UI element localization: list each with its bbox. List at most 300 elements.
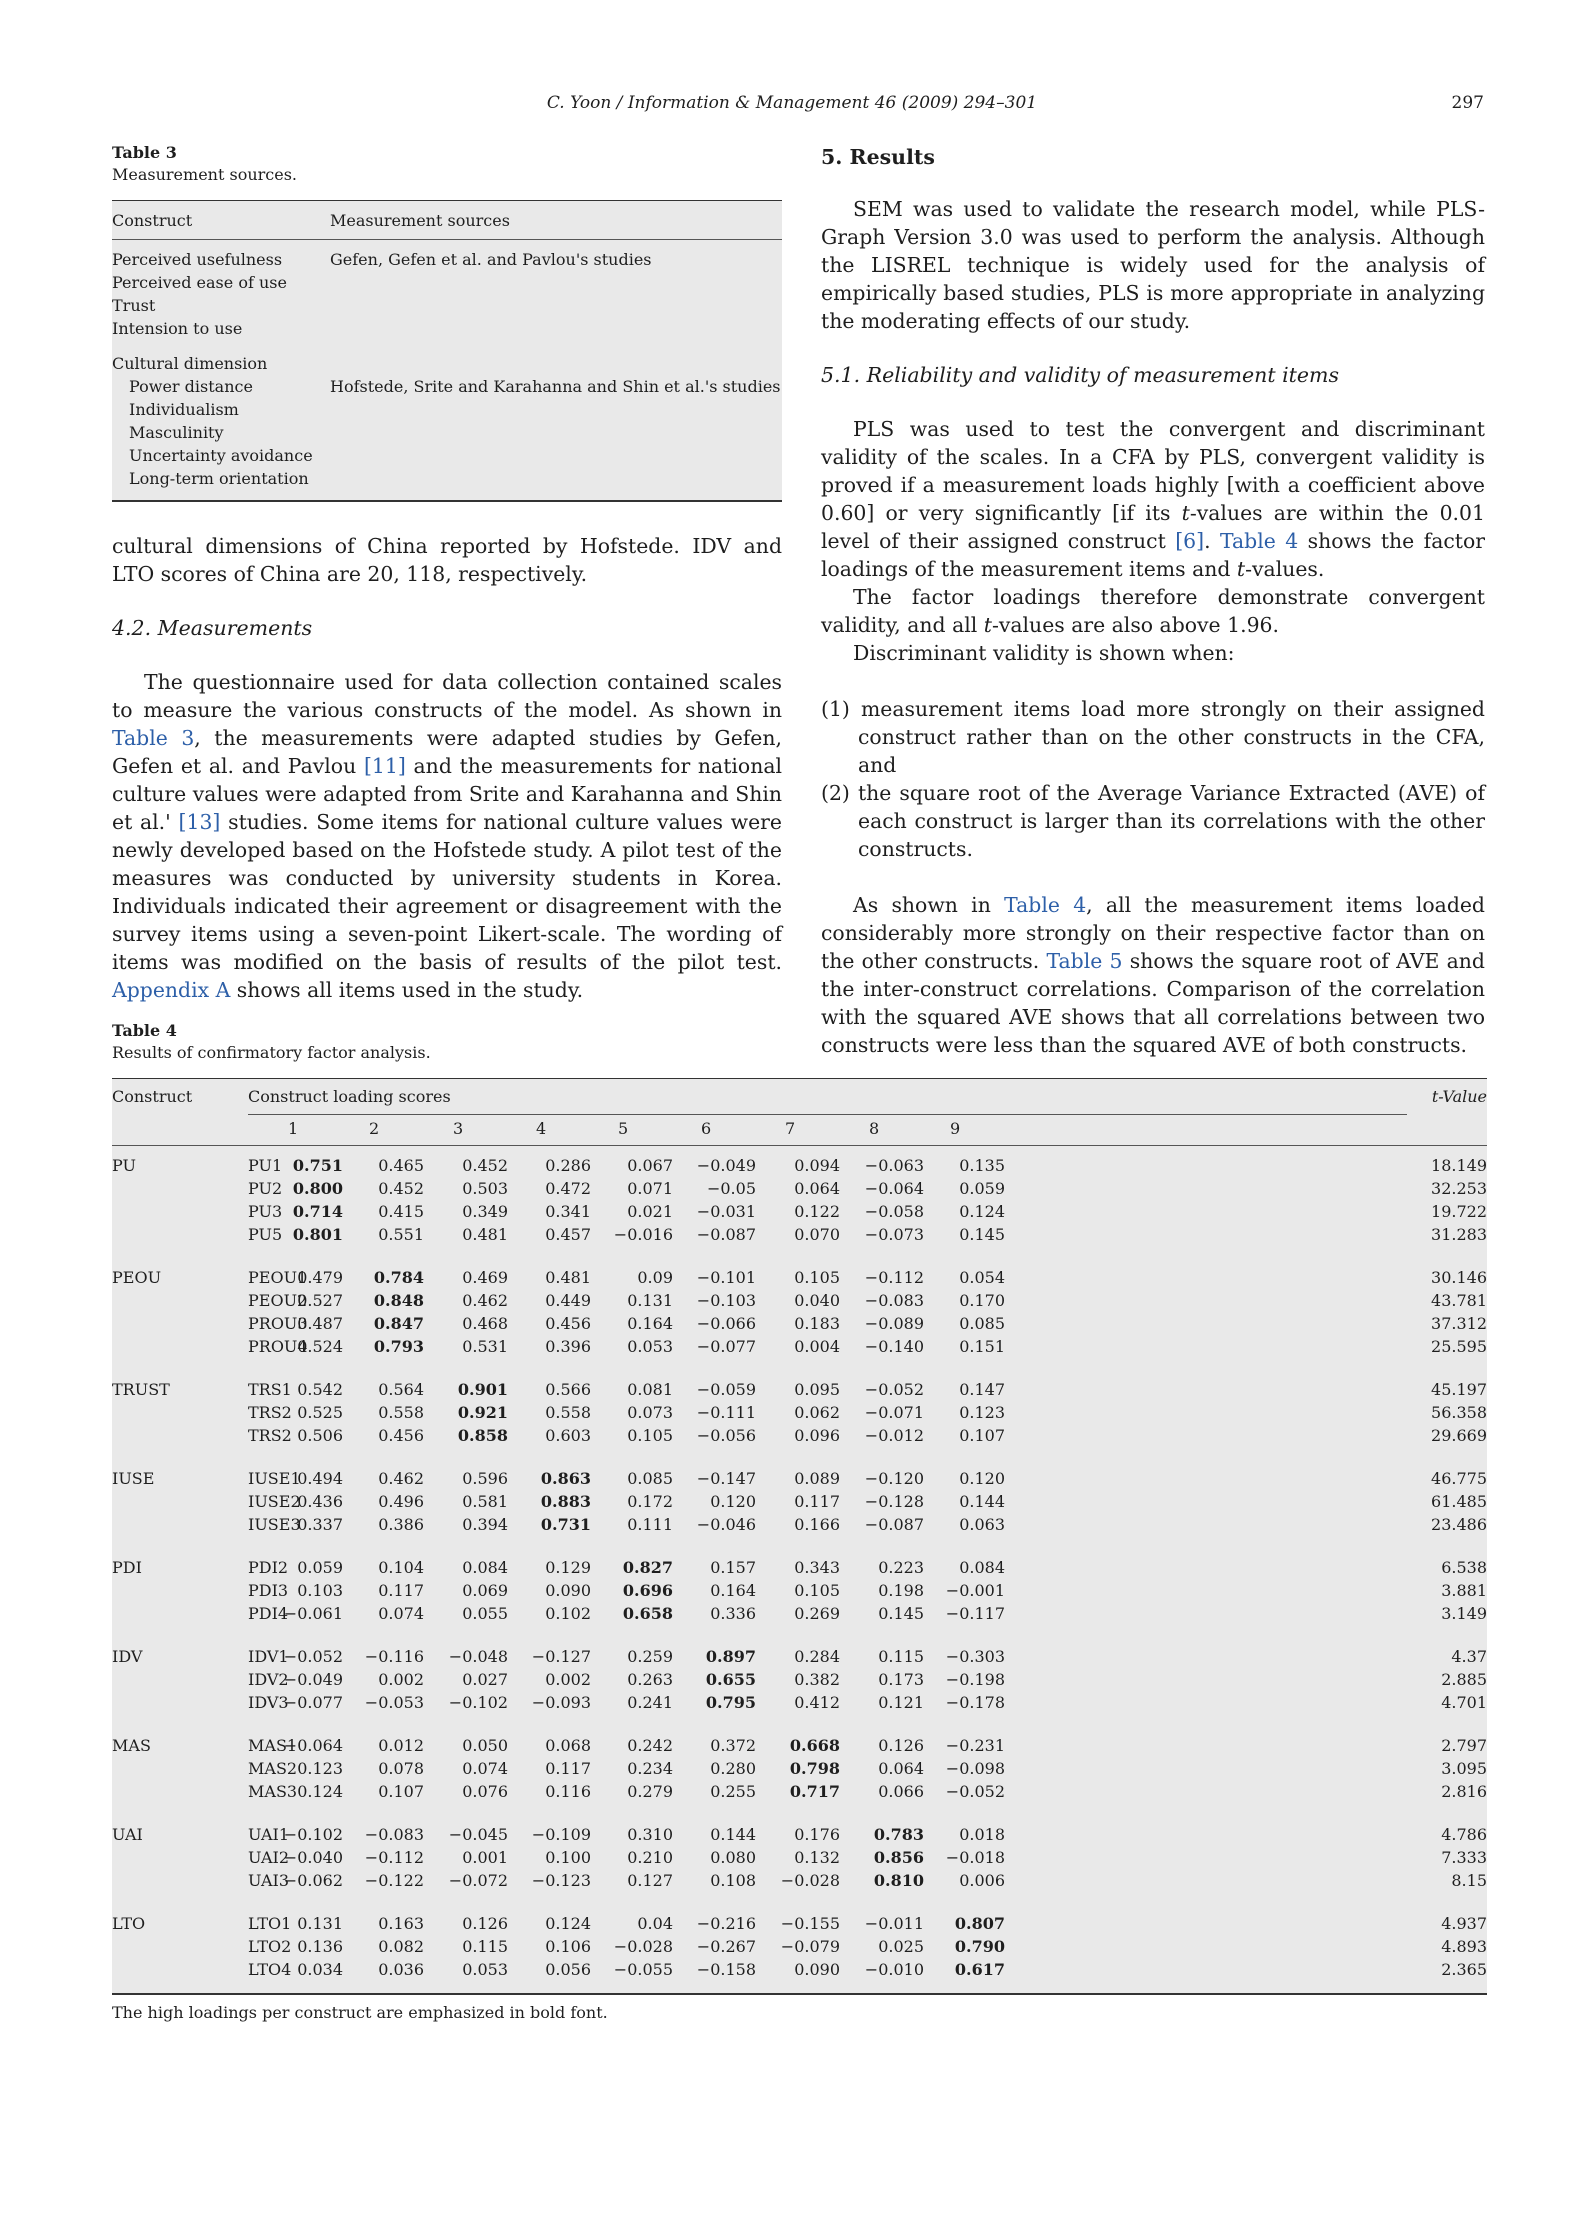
loading-cell: −0.198 [945, 1670, 1005, 1689]
subsection-title: 5.1. Reliability and validity of measurement items [821, 363, 1339, 387]
table-row [112, 1401, 1487, 1424]
loading-cell: 0.163 [378, 1914, 424, 1933]
loading-cell: 0.883 [540, 1492, 591, 1511]
loading-cell: 0.081 [627, 1380, 673, 1399]
loading-cell: 0.798 [789, 1759, 840, 1778]
loading-cell: −0.087 [864, 1515, 924, 1534]
loading-cell: 0.412 [794, 1693, 840, 1712]
loading-cell: 0.001 [462, 1848, 508, 1867]
construct-group [112, 1904, 1487, 1993]
construct-group [112, 1459, 1487, 1548]
loading-cell: 0.173 [878, 1670, 924, 1689]
table-3-source: Hofstede, Srite and Karahanna and Shin et al.'s studies [330, 377, 781, 396]
loading-cell: −0.031 [696, 1202, 756, 1221]
loading-cell: 0.263 [627, 1670, 673, 1689]
table-3-construct: Intension to use [112, 319, 243, 338]
loading-cell: 0.104 [378, 1558, 424, 1577]
loading-cell: 0.617 [954, 1960, 1005, 1979]
header-construct: Construct [112, 1087, 193, 1106]
citation-link[interactable]: [13] [178, 810, 221, 834]
loading-cell: −0.028 [780, 1871, 840, 1890]
loading-cell: 0.117 [545, 1759, 591, 1778]
loading-cell: −0.109 [531, 1825, 591, 1844]
loading-cell: 0.036 [378, 1960, 424, 1979]
loading-cell: 0.382 [794, 1670, 840, 1689]
table-3-group [112, 340, 782, 500]
table-3-construct: Perceived usefulness [112, 250, 283, 269]
loading-cell: 0.658 [622, 1604, 673, 1623]
loading-cell: 0.496 [378, 1492, 424, 1511]
citation-link[interactable]: [11] [363, 754, 406, 778]
item-code: IDV2 [248, 1670, 289, 1689]
table-3-construct: Long-term orientation [129, 469, 309, 488]
loading-cell: 0.107 [378, 1782, 424, 1801]
right-column-text [821, 143, 1485, 1059]
loading-cell: −0.072 [448, 1871, 508, 1890]
table-row [112, 1467, 1487, 1490]
text-run: , all the measurement items loaded considerably more strongly on their respective factor than on the other constructs. [821, 893, 1485, 973]
text-run: t [1181, 501, 1190, 525]
t-value-cell: 30.146 [1431, 1268, 1487, 1287]
loading-cell: 0.004 [794, 1337, 840, 1356]
table-row [112, 1556, 1487, 1579]
item-code: LTO4 [248, 1960, 292, 1979]
loading-cell: 0.259 [627, 1647, 673, 1666]
header-loading-scores: Construct loading scores [248, 1087, 451, 1106]
loading-cell: 0.668 [789, 1736, 840, 1755]
loading-cell: 0.452 [378, 1179, 424, 1198]
construct-group [112, 1146, 1487, 1258]
text-run: and the measurements for national culture values were adapted from Srite and Karahanna and Shin et al.' [112, 754, 783, 834]
running-header [0, 93, 1584, 121]
loading-cell: −0.063 [864, 1156, 924, 1175]
t-value-cell: 18.149 [1431, 1156, 1487, 1175]
loading-cell: 0.436 [297, 1492, 343, 1511]
loading-cell: −0.056 [696, 1426, 756, 1445]
loading-cell: 0.074 [462, 1759, 508, 1778]
loading-cell: 0.566 [545, 1380, 591, 1399]
loading-cell: 0.242 [627, 1736, 673, 1755]
text-run: , the measurements were adapted studies by Gefen, Gefen et al. and Pavlou [112, 726, 782, 778]
running-head: C. Yoon / Information & Management 46 (2009) 294–301 [546, 93, 1038, 113]
loading-cell: 0.105 [627, 1426, 673, 1445]
table-3-label: Table 3 [112, 143, 177, 162]
loading-cell: 0.151 [959, 1337, 1005, 1356]
table-3-construct: Individualism [129, 400, 239, 419]
loading-cell: −0.001 [945, 1581, 1005, 1600]
table-3-constructs [112, 248, 330, 340]
loading-cell: 0.059 [297, 1558, 343, 1577]
item-code: TRS2 [248, 1403, 292, 1422]
item-code: LTO1 [248, 1914, 292, 1933]
item-code: MAS1 [248, 1736, 298, 1755]
loading-cell: 0.558 [545, 1403, 591, 1422]
table-3-group [112, 240, 782, 340]
table-4-link[interactable]: Table 4 [1004, 893, 1087, 917]
table-3-source: Gefen, Gefen et al. and Pavlou's studies [330, 250, 652, 269]
table-3-header-sources: Measurement sources [330, 210, 510, 230]
loading-cell: −0.053 [364, 1693, 424, 1712]
loading-cell: −0.158 [696, 1960, 756, 1979]
table-3-header-row [112, 201, 782, 240]
table-3-construct: Trust [112, 296, 156, 315]
loading-cell: 0.856 [873, 1848, 924, 1867]
t-value-cell: 61.485 [1431, 1492, 1487, 1511]
table-row [112, 1757, 1487, 1780]
loading-cell: 0.127 [627, 1871, 673, 1890]
table-row [112, 1223, 1487, 1246]
loading-cell: −0.040 [283, 1848, 343, 1867]
paragraph [821, 583, 1485, 639]
loading-cell: 0.070 [794, 1225, 840, 1244]
column-number: 2 [369, 1119, 380, 1138]
construct-label: LTO [112, 1914, 146, 1933]
loading-cell: 0.144 [959, 1492, 1005, 1511]
loading-cell: 0.100 [545, 1848, 591, 1867]
loading-cell: 0.349 [462, 1202, 508, 1221]
t-value-cell: 46.775 [1431, 1469, 1487, 1488]
table-row [112, 1912, 1487, 1935]
table-3-link[interactable]: Table 3 [112, 726, 195, 750]
t-value-cell: 2.797 [1441, 1736, 1487, 1755]
construct-label: MAS [112, 1736, 151, 1755]
table-3-constructs [112, 352, 330, 490]
loading-cell: −0.122 [364, 1871, 424, 1890]
loading-cell: 0.183 [794, 1314, 840, 1333]
loading-cell: 0.040 [794, 1291, 840, 1310]
loading-cell: 0.810 [873, 1871, 924, 1890]
loading-cell: 0.025 [878, 1937, 924, 1956]
loading-cell: 0.542 [297, 1380, 343, 1399]
loading-cell: 0.131 [627, 1291, 673, 1310]
loading-cell: −0.127 [531, 1647, 591, 1666]
loading-cell: 0.341 [545, 1202, 591, 1221]
loading-cell: −0.058 [864, 1202, 924, 1221]
loading-cell: 0.147 [959, 1380, 1005, 1399]
loading-cell: 0.063 [959, 1515, 1005, 1534]
loading-cell: 0.067 [627, 1156, 673, 1175]
construct-label: IDV [112, 1647, 143, 1666]
item-code: PDI3 [248, 1581, 289, 1600]
t-value-cell: 25.595 [1431, 1337, 1487, 1356]
table-row [112, 1312, 1487, 1335]
loading-cell: −0.140 [864, 1337, 924, 1356]
table-row [112, 1177, 1487, 1200]
t-value-cell: 29.669 [1431, 1426, 1487, 1445]
loading-cell: −0.103 [696, 1291, 756, 1310]
loading-cell: 0.921 [457, 1403, 508, 1422]
loading-cell: −0.012 [864, 1426, 924, 1445]
loading-cell: −0.066 [696, 1314, 756, 1333]
loading-cell: 0.064 [878, 1759, 924, 1778]
list-item [821, 695, 1485, 779]
paragraph: SEM was used to validate the research model, while PLS-Graph Version 3.0 was used to perform the analysis. Although the LISREL technique is widely used for the analysis of empirically based studies, PLS is more appropriate in analyzing the moderating effects of our study. [821, 197, 1485, 333]
construct-label: IUSE [112, 1469, 155, 1488]
loading-cell: −0.303 [945, 1647, 1005, 1666]
loading-cell: 0.457 [545, 1225, 591, 1244]
loading-cell: 0.793 [373, 1337, 424, 1356]
loading-cell: 0.059 [959, 1179, 1005, 1198]
table-row [112, 1668, 1487, 1691]
loading-cell: 0.897 [705, 1647, 756, 1666]
loading-cell: 0.124 [297, 1782, 343, 1801]
table-4 [112, 1020, 1487, 2022]
text-run: PLS was used to test the convergent and discriminant validity of the scales. In a CFA by PLS, convergent validity is proved if a measurement loads highly [with a coefficient above 0.60] or very significantly [if its [821, 417, 1485, 525]
table-3-construct: Uncertainty avoidance [129, 446, 313, 465]
table-3 [112, 142, 782, 502]
table-row [112, 1869, 1487, 1892]
loading-cell: 0.055 [462, 1604, 508, 1623]
paragraph [821, 415, 1485, 583]
header-t-value: t-Value [1431, 1087, 1487, 1106]
loading-cell: −0.093 [531, 1693, 591, 1712]
t-value-cell: 45.197 [1431, 1380, 1487, 1399]
loading-cell: −0.216 [696, 1914, 756, 1933]
loading-cell: −0.087 [696, 1225, 756, 1244]
loading-cell: −0.055 [613, 1960, 673, 1979]
text-run: shows the square root of AVE and the inter-construct correlations. Comparison of the correlation with the squared AVE shows that all correlations between two constructs were less than the squared AVE of both constructs. [821, 949, 1485, 1057]
loading-cell: −0.111 [696, 1403, 756, 1422]
loading-cell: −0.120 [864, 1469, 924, 1488]
loading-cell: 0.111 [627, 1515, 673, 1534]
loading-cell: −0.071 [864, 1403, 924, 1422]
loading-cell: −0.147 [696, 1469, 756, 1488]
loading-cell: 0.002 [378, 1670, 424, 1689]
loading-cell: −0.128 [864, 1492, 924, 1511]
loading-cell: 0.452 [462, 1156, 508, 1175]
construct-label: PDI [112, 1558, 142, 1577]
loading-cell: 0.115 [878, 1647, 924, 1666]
loading-cell: 0.054 [959, 1268, 1005, 1287]
loading-cell: 0.468 [462, 1314, 508, 1333]
loading-cell: 0.337 [297, 1515, 343, 1534]
loading-cell: 0.372 [710, 1736, 756, 1755]
loading-cell: 0.449 [545, 1291, 591, 1310]
loading-cell: 0.108 [710, 1871, 756, 1890]
loading-cell: 0.527 [297, 1291, 343, 1310]
loading-cell: 0.241 [627, 1693, 673, 1712]
loading-cell: 0.120 [710, 1492, 756, 1511]
t-value-cell: 2.885 [1441, 1670, 1487, 1689]
loading-cell: 0.801 [292, 1225, 343, 1244]
table-3-construct: Masculinity [129, 423, 224, 442]
table-4-column-numbers [112, 1115, 1487, 1146]
item-code: MAS3 [248, 1782, 298, 1801]
loading-cell: −0.083 [864, 1291, 924, 1310]
list-item [821, 779, 1485, 863]
construct-group [112, 1637, 1487, 1726]
loading-cell: 0.415 [378, 1202, 424, 1221]
loading-cell: 0.269 [794, 1604, 840, 1623]
loading-cell: 0.525 [297, 1403, 343, 1422]
text-run: t [983, 613, 992, 637]
loading-cell: 0.04 [637, 1914, 673, 1933]
construct-group [112, 1548, 1487, 1637]
construct-label: TRUST [112, 1380, 170, 1399]
loading-cell: −0.117 [945, 1604, 1005, 1623]
loading-cell: 0.056 [545, 1960, 591, 1979]
loading-cell: −0.048 [448, 1647, 508, 1666]
table-4-link[interactable]: Table 4 [1219, 529, 1299, 553]
t-value-cell: 32.253 [1431, 1179, 1487, 1198]
item-code: MAS2 [248, 1759, 298, 1778]
loading-cell: 0.095 [794, 1380, 840, 1399]
paragraph: Discriminant validity is shown when: [853, 641, 1235, 665]
paragraph [112, 668, 782, 1004]
table-3-header-construct: Construct [112, 210, 193, 230]
table-row [112, 1958, 1487, 1981]
item-code: PDI2 [248, 1558, 289, 1577]
loading-cell: 0.901 [457, 1380, 508, 1399]
table-3-caption: Measurement sources. [112, 165, 298, 184]
loading-cell: −0.018 [945, 1848, 1005, 1867]
loading-cell: 0.503 [462, 1179, 508, 1198]
page-number: 297 [1451, 93, 1484, 113]
t-value-cell: 43.781 [1431, 1291, 1487, 1310]
loading-cell: −0.028 [613, 1937, 673, 1956]
loading-cell: 0.494 [297, 1469, 343, 1488]
loading-cell: 0.790 [954, 1937, 1005, 1956]
loading-cell: −0.046 [696, 1515, 756, 1534]
loading-cell: 0.027 [462, 1670, 508, 1689]
item-code: PROU3 [248, 1314, 308, 1333]
list-text: measurement items load more strongly on their assigned construct rather than on the other constructs in the CFA, and [858, 697, 1485, 777]
loading-cell: −0.101 [696, 1268, 756, 1287]
loading-cell: 0.847 [373, 1314, 424, 1333]
table-row [112, 1823, 1487, 1846]
construct-label: UAI [112, 1825, 143, 1844]
loading-cell: −0.052 [864, 1380, 924, 1399]
loading-cell: 0.066 [878, 1782, 924, 1801]
item-code: PDI4 [248, 1604, 289, 1623]
list-number: (1) [821, 697, 850, 721]
loading-cell: 0.172 [627, 1492, 673, 1511]
table-row [112, 1579, 1487, 1602]
loading-cell: 0.078 [378, 1759, 424, 1778]
loading-cell: −0.062 [283, 1871, 343, 1890]
table-row [112, 1780, 1487, 1803]
loading-cell: 0.002 [545, 1670, 591, 1689]
column-number: 1 [288, 1119, 299, 1138]
loading-cell: 0.696 [622, 1581, 673, 1600]
list-number: (2) [821, 781, 850, 805]
table-3-construct: Power distance [129, 377, 253, 396]
loading-cell: −0.061 [283, 1604, 343, 1623]
loading-cell: −0.102 [283, 1825, 343, 1844]
loading-cell: −0.052 [283, 1647, 343, 1666]
construct-group [112, 1726, 1487, 1815]
t-value-cell: 7.333 [1441, 1848, 1487, 1867]
loading-cell: −0.059 [696, 1380, 756, 1399]
table-3-construct: Cultural dimension [112, 354, 268, 373]
loading-cell: −0.077 [696, 1337, 756, 1356]
item-code: PU1 [248, 1156, 283, 1175]
loading-cell: 0.117 [378, 1581, 424, 1600]
citation-link[interactable]: [6] [1175, 529, 1205, 553]
table-row [112, 1335, 1487, 1358]
loading-cell: −0.178 [945, 1693, 1005, 1712]
item-code: PEOU2 [248, 1291, 308, 1310]
item-code: UAI1 [248, 1825, 290, 1844]
item-code: IUSE1 [248, 1469, 301, 1488]
section-title: 4.2. Measurements [112, 616, 313, 640]
table-row [112, 1424, 1487, 1447]
t-value-cell: 23.486 [1431, 1515, 1487, 1534]
item-code: IUSE3 [248, 1515, 301, 1534]
loading-cell: 0.136 [297, 1937, 343, 1956]
loading-cell: 0.795 [705, 1693, 756, 1712]
table-row [112, 1266, 1487, 1289]
loading-cell: 0.481 [545, 1268, 591, 1287]
loading-cell: −0.016 [613, 1225, 673, 1244]
appendix-link[interactable]: Appendix A [112, 978, 231, 1002]
loading-cell: 0.085 [959, 1314, 1005, 1333]
t-value-cell: 3.149 [1441, 1604, 1487, 1623]
loading-cell: −0.011 [864, 1914, 924, 1933]
table-row [112, 1378, 1487, 1401]
loading-cell: 0.456 [378, 1426, 424, 1445]
loading-cell: 0.076 [462, 1782, 508, 1801]
loading-cell: 0.107 [959, 1426, 1005, 1445]
table-4-header-row [112, 1079, 1487, 1115]
loading-cell: 0.121 [878, 1693, 924, 1712]
loading-cell: 0.462 [462, 1291, 508, 1310]
loading-cell: 0.462 [378, 1469, 424, 1488]
text-run: The factor loadings therefore demonstrate convergent validity, and all [821, 585, 1485, 637]
loading-cell: 0.082 [378, 1937, 424, 1956]
loading-cell: −0.123 [531, 1871, 591, 1890]
construct-label: PU [112, 1156, 136, 1175]
item-code: UAI2 [248, 1848, 290, 1867]
loading-cell: 0.09 [637, 1268, 673, 1287]
item-code: UAI3 [248, 1871, 290, 1890]
text-run: -values are also above 1.96. [991, 613, 1279, 637]
loading-cell: 0.021 [627, 1202, 673, 1221]
loading-cell: 0.105 [794, 1581, 840, 1600]
loading-cell: 0.783 [873, 1825, 924, 1844]
loading-cell: −0.116 [364, 1647, 424, 1666]
loading-cell: 0.581 [462, 1492, 508, 1511]
table-row [112, 1490, 1487, 1513]
loading-cell: 0.080 [710, 1848, 756, 1867]
list-text: the square root of the Average Variance Extracted (AVE) of each construct is larger than its correlations with the other constructs. [857, 781, 1485, 861]
section-title: 5. Results [821, 145, 935, 169]
table-4-body [112, 1078, 1487, 1995]
loading-cell: 0.106 [545, 1937, 591, 1956]
construct-group [112, 1258, 1487, 1370]
loading-cell: 0.084 [959, 1558, 1005, 1577]
loading-cell: 0.164 [710, 1581, 756, 1600]
loading-cell: 0.848 [373, 1291, 424, 1310]
loading-cell: 0.472 [545, 1179, 591, 1198]
loading-cell: 0.122 [794, 1202, 840, 1221]
loading-cell: 0.506 [297, 1426, 343, 1445]
loading-cell: 0.170 [959, 1291, 1005, 1310]
loading-cell: 0.717 [789, 1782, 840, 1801]
loading-cell: 0.394 [462, 1515, 508, 1534]
item-code: IUSE2 [248, 1492, 301, 1511]
loading-cell: −0.077 [283, 1693, 343, 1712]
table-row [112, 1602, 1487, 1625]
loading-cell: −0.073 [864, 1225, 924, 1244]
t-value-cell: 37.312 [1431, 1314, 1487, 1333]
loading-cell: 0.089 [794, 1469, 840, 1488]
loading-cell: 0.731 [540, 1515, 591, 1534]
table-row [112, 1513, 1487, 1536]
loading-cell: −0.05 [706, 1179, 756, 1198]
loading-cell: 0.863 [540, 1469, 591, 1488]
table-5-link[interactable]: Table 5 [1046, 949, 1123, 973]
